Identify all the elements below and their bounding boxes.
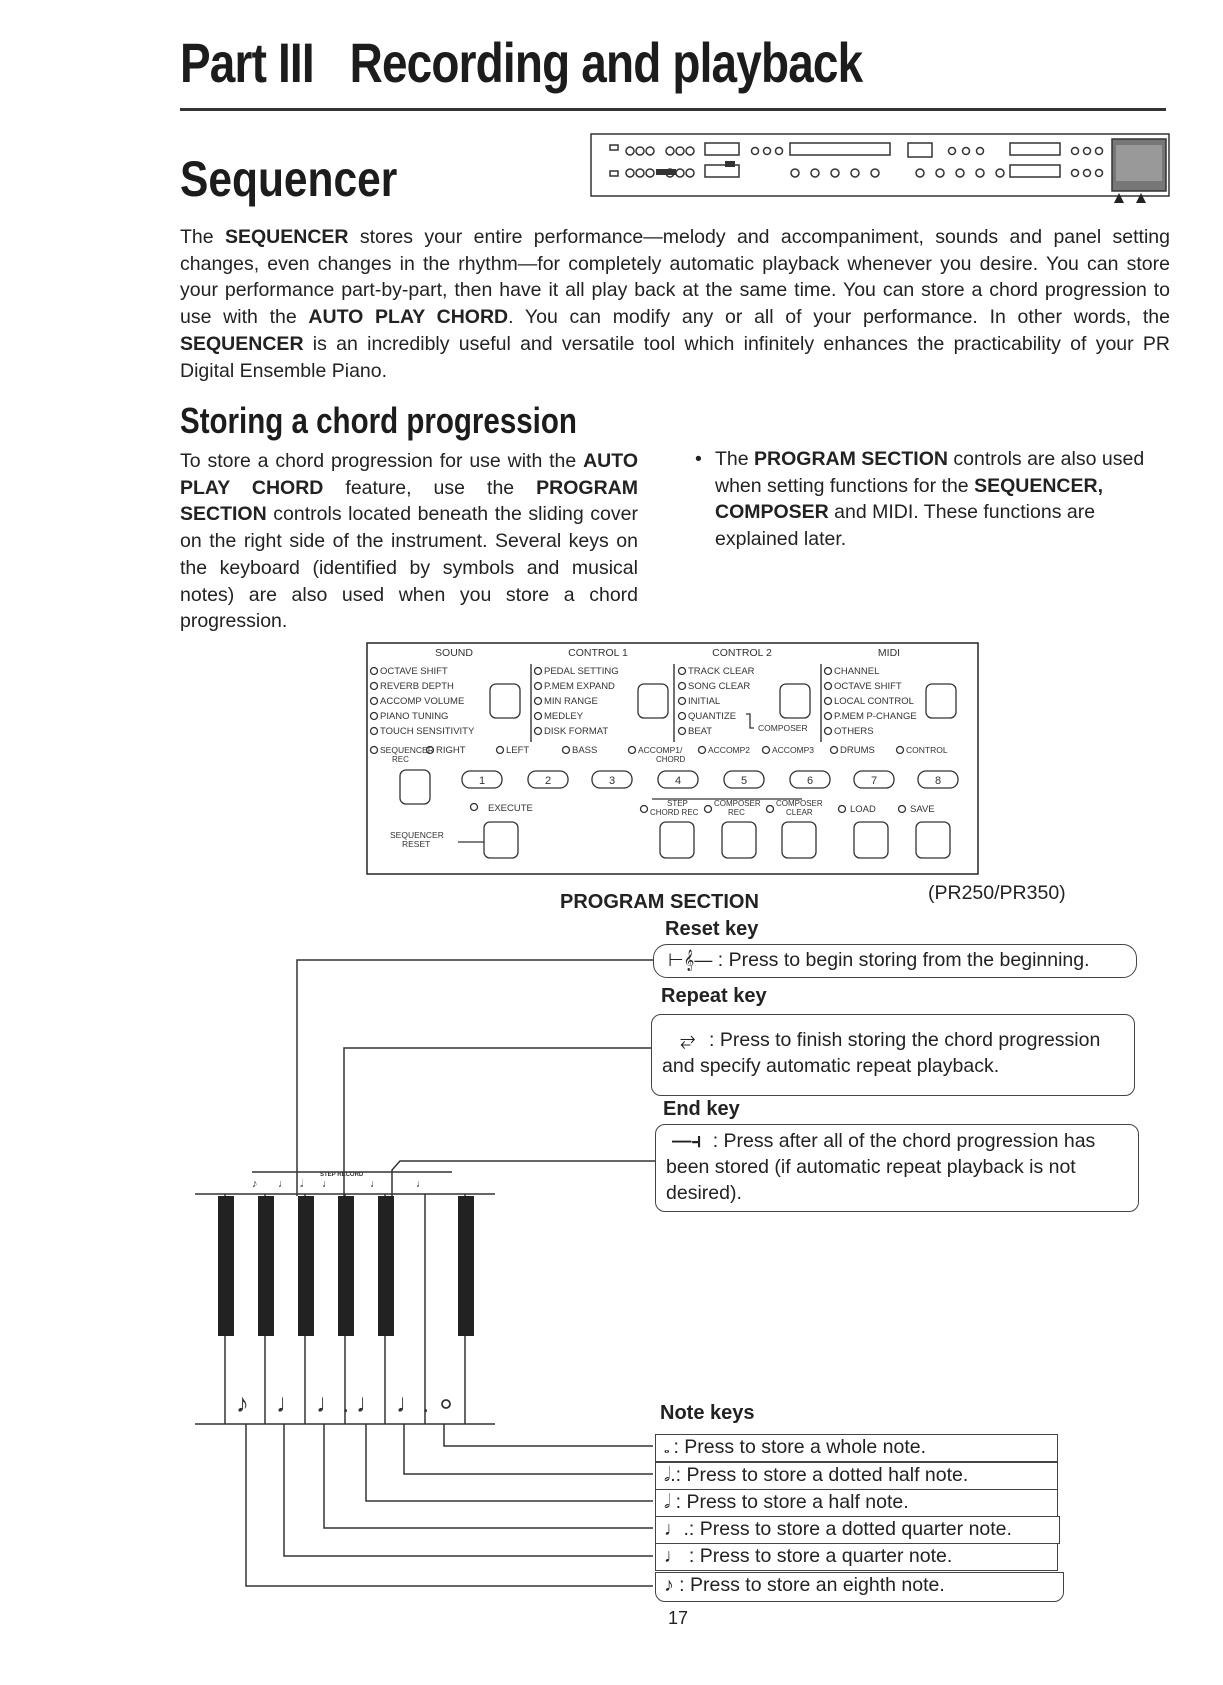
right-bold-2: SEQUENCER, COMPOSER	[715, 474, 1104, 524]
note-eighth-text: : Press to store an eighth note.	[679, 1574, 945, 1596]
control2-item-2: SONG CLEAR	[688, 681, 751, 692]
reset-icon: ⊢𝄞—	[668, 950, 713, 970]
svg-text:♪: ♪	[252, 1178, 258, 1190]
rec-label: REC	[392, 755, 409, 764]
svg-text:♩.: ♩.	[396, 1388, 430, 1418]
row-label-control: CONTROL	[906, 745, 948, 755]
midi-item-3: LOCAL CONTROL	[834, 696, 914, 707]
bullet: •	[695, 448, 702, 470]
half-note-icon: 𝅗𝅥	[664, 1491, 676, 1513]
control1-item-1: PEDAL SETTING	[544, 666, 619, 677]
reset-key-label: Reset key	[665, 918, 759, 940]
program-number-1: 1	[478, 775, 486, 787]
program-number-7: 7	[870, 775, 878, 787]
group-control1: CONTROL 1	[568, 647, 628, 659]
section-title: Sequencer	[180, 151, 398, 207]
program-number-3: 3	[608, 775, 616, 787]
midi-item-4: P.MEM P-CHANGE	[834, 711, 917, 722]
program-number-8: 8	[934, 775, 942, 787]
dotted-half-note-icon: 𝅗𝅥	[664, 1464, 671, 1486]
row-label-drums: DRUMS	[840, 745, 875, 756]
svg-text:♩: ♩	[322, 1178, 333, 1190]
repeat-key-box	[651, 1014, 1135, 1096]
note-half-text: : Press to store a half note.	[675, 1491, 909, 1513]
note-dotted-half	[655, 1462, 1058, 1490]
row-label-accomp3: ACCOMP3	[772, 745, 815, 755]
end-icon: —⫞	[672, 1130, 702, 1152]
panel-model: (PR250/PR350)	[928, 882, 1066, 904]
composer-clear-b: CLEAR	[786, 808, 813, 817]
midi-item-5: OTHERS	[834, 726, 874, 737]
intro-text-3: . You can modify any or all of your performance. In other words, the	[508, 306, 1170, 329]
sound-item-2: REVERB DEPTH	[380, 681, 454, 692]
end-key-text: : Press after all of the chord progression has been stored (if automatic repeat playback is not desired).	[666, 1130, 1096, 1204]
group-control2: CONTROL 2	[712, 647, 772, 659]
svg-text:♩.: ♩.	[316, 1388, 350, 1418]
note-eighth	[655, 1572, 1064, 1602]
load-label: LOAD	[850, 804, 876, 815]
program-number-6: 6	[806, 775, 814, 787]
row-label-accomp2: ACCOMP2	[708, 745, 751, 755]
end-key-label: End key	[663, 1098, 740, 1120]
svg-text:♩: ♩	[416, 1178, 427, 1190]
program-number-4: 4	[674, 775, 682, 787]
note-whole-text: : Press to store a whole note.	[673, 1436, 927, 1458]
sound-item-5: TOUCH SENSITIVITY	[380, 726, 475, 737]
part-title: Part III Recording and playback	[180, 31, 863, 94]
chord-label: CHORD	[656, 755, 686, 764]
chord-rec-label: CHORD REC	[650, 808, 699, 817]
intro-bold-1: SEQUENCER	[224, 226, 349, 248]
repeat-key-text: : Press to finish storing the chord progression and specify automatic repeat playback.	[662, 1029, 1101, 1077]
control1-item-5: DISK FORMAT	[544, 726, 609, 737]
control2-item-3: INITIAL	[688, 696, 721, 707]
dotted-quarter-note-icon: ♩	[664, 1518, 684, 1540]
composer-rec-a: COMPOSER	[714, 799, 761, 808]
note-dotted-quarter	[655, 1516, 1060, 1544]
execute-label: EXECUTE	[488, 803, 533, 814]
intro-bold-2: AUTO PLAY CHORD	[308, 306, 509, 329]
svg-text:♩: ♩	[276, 1388, 302, 1418]
svg-text:♩: ♩	[356, 1388, 382, 1418]
whole-note-icon: 𝅝	[664, 1440, 674, 1456]
right-text-3: and MIDI. These functions are explained later.	[715, 501, 1096, 551]
control2-item-1: TRACK CLEAR	[688, 666, 755, 677]
note-whole	[655, 1434, 1058, 1462]
reset-key-box	[653, 944, 1137, 978]
midi-item-1: CHANNEL	[834, 666, 880, 677]
composer-rec-b: REC	[728, 808, 745, 817]
intro-text-4: is an incredibly useful and versatile tool which infinitely enhances the practicability of your PR Digital Ensemble Piano.	[180, 332, 1170, 382]
group-sound: SOUND	[435, 647, 473, 659]
composer-tag: COMPOSER	[758, 723, 808, 733]
control2-item-4: QUANTIZE	[688, 711, 737, 722]
svg-text:♪: ♪	[236, 1388, 249, 1418]
svg-text:𝅗𝅥: 𝅗𝅥	[300, 1178, 304, 1190]
sound-item-3: ACCOMP VOLUME	[380, 696, 465, 707]
right-bold-1: PROGRAM SECTION	[754, 448, 948, 470]
note-quarter-text: : Press to store a quarter note.	[688, 1545, 953, 1567]
repeat-key-label: Repeat key	[661, 985, 767, 1007]
right-text-2: controls are also used when setting functions for the	[715, 448, 1145, 497]
note-quarter	[655, 1543, 1058, 1571]
program-number-2: 2	[544, 775, 552, 787]
row-label-accomp1: ACCOMP1/	[638, 745, 683, 755]
reset-key-text: : Press to begin storing from the beginning.	[717, 949, 1090, 971]
sound-item-1: OCTAVE SHIFT	[380, 666, 448, 677]
note-half	[655, 1489, 1058, 1517]
step-record-label: STEP RECORD	[320, 1172, 364, 1178]
note-dotted-half-text: .: Press to store a dotted half note.	[670, 1464, 969, 1486]
control1-item-4: MEDLEY	[544, 711, 584, 722]
left-bold-2: PROGRAM SECTION	[180, 476, 638, 526]
row-label-sequencer: SEQUENCER	[380, 745, 434, 755]
left-bold-1: AUTO PLAY CHORD	[180, 450, 638, 499]
intro-bold-3: SEQUENCER	[180, 332, 304, 355]
repeat-icon: ⥂	[680, 1029, 696, 1051]
left-text-2: feature, use the	[323, 476, 537, 499]
save-label: SAVE	[910, 804, 935, 815]
seq-reset-b: RESET	[402, 839, 431, 849]
end-key-box	[655, 1124, 1139, 1212]
row-label-left: LEFT	[506, 745, 530, 756]
group-midi: MIDI	[877, 647, 901, 659]
quarter-note-icon: ♩	[664, 1545, 689, 1567]
midi-item-2: OCTAVE SHIFT	[834, 681, 902, 692]
row-label-right: RIGHT	[436, 745, 466, 756]
control1-item-3: MIN RANGE	[544, 696, 598, 707]
composer-clear-a: COMPOSER	[776, 799, 823, 808]
svg-text:♩: ♩	[278, 1178, 289, 1190]
page-number: 17	[668, 1608, 689, 1628]
sound-item-4: PIANO TUNING	[380, 711, 449, 722]
intro-text-2: stores your entire performance—melody and accompaniment, sounds and panel setting changes, even changes in the rhythm—for completely automatic playback whenever you desire. You can store your performance part-by-part, then have it all play back at the same time. You can store a chord progression to use with the	[180, 226, 1170, 329]
panel-caption: PROGRAM SECTION	[560, 891, 759, 913]
control2-item-5: BEAT	[688, 726, 713, 737]
left-text-3: controls located beneath the sliding cover on the right side of the instrument. Several keys on the keyboard (identified by symbols and musical notes) are also used when you store a chord progression.	[180, 503, 638, 633]
left-text-1: To store a chord progression for use with the	[180, 450, 584, 472]
control1-item-2: P.MEM EXPAND	[544, 681, 615, 692]
intro-text-1: The	[180, 226, 225, 248]
note-dotted-quarter-text: .: Press to store a dotted quarter note.	[683, 1518, 1012, 1540]
right-text-1: The	[715, 448, 755, 470]
storing-heading: Storing a chord progression	[180, 400, 577, 441]
row-label-bass: BASS	[572, 745, 598, 756]
eighth-note-icon: ♪	[664, 1574, 680, 1596]
step-label: STEP	[667, 799, 688, 808]
svg-text:♩: ♩	[370, 1178, 381, 1190]
seq-reset-a: SEQUENCER	[390, 830, 444, 840]
program-number-5: 5	[740, 775, 748, 787]
note-keys-label: Note keys	[660, 1402, 755, 1424]
